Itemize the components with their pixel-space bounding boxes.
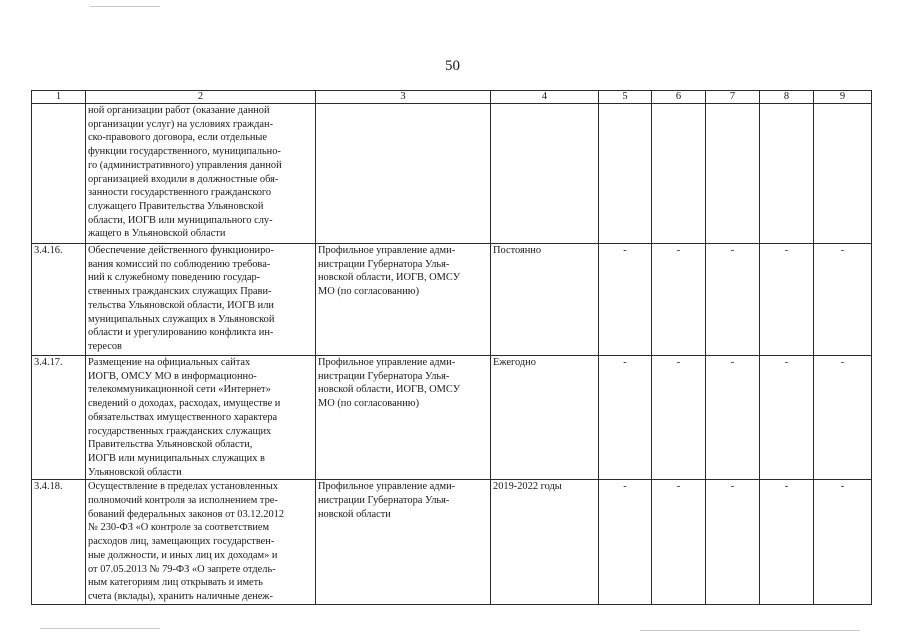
value-cell: - — [814, 356, 872, 480]
executor-text: Профильное управление адми- нистрации Губернатора Улья- новской области — [318, 481, 456, 520]
column-header: 6 — [652, 91, 706, 104]
column-header: 1 — [32, 91, 86, 104]
value-cell: - — [599, 480, 652, 605]
value-cell: - — [760, 480, 814, 605]
value-cell — [706, 104, 760, 244]
table-row — [32, 104, 872, 244]
term-text: Ежегодно — [493, 357, 536, 368]
table-header-row — [32, 91, 872, 104]
executor-text: Профильное управление адми- нистрации Губернатора Улья- новской области, ИОГВ, ОМСУ МО (по согласованию) — [318, 245, 461, 298]
column-header: 9 — [814, 91, 872, 104]
value-cell — [652, 104, 706, 244]
term-text: 2019-2022 годы — [493, 481, 562, 493]
value-cell — [760, 104, 814, 244]
column-header: 5 — [599, 91, 652, 104]
term-cell — [491, 104, 599, 244]
column-header: 8 — [760, 91, 814, 104]
scan-artifact — [640, 630, 860, 631]
executor-cell — [316, 244, 491, 356]
measure-text-cell — [86, 244, 316, 356]
measure-text: Осуществление в пределах установленных полномочий контроля за исполнением тре- бований федеральных законов от 03.12.2012 № 230-ФЗ «О контроле за соответствием расходов лиц, замещающих государствен- ные должности, и иных лиц их доходам» и от 07.05.2013 № 79-ФЗ «О запрете отдель- ным категориям лиц открывать и иметь счета (вклады), хранить наличные денеж- — [88, 481, 285, 602]
measure-text-cell — [86, 480, 316, 605]
value-cell — [599, 104, 652, 244]
plan-table — [31, 90, 872, 605]
value-cell: - — [814, 480, 872, 605]
item-number: 3.4.16. — [32, 244, 86, 356]
value-cell: - — [706, 480, 760, 605]
value-cell: - — [706, 244, 760, 356]
column-header: 3 — [316, 91, 491, 104]
executor-cell — [316, 480, 491, 605]
value-cell: - — [760, 356, 814, 480]
value-cell: - — [652, 244, 706, 356]
term-cell — [491, 356, 599, 480]
value-cell: - — [760, 244, 814, 356]
executor-cell — [316, 104, 491, 244]
column-header: 7 — [706, 91, 760, 104]
term-text: Постоянно — [493, 245, 542, 256]
item-number: 3.4.17. — [32, 356, 86, 480]
scan-artifact — [40, 628, 160, 629]
measure-text: Обеспечение действенного функциониро- вания комиссий по соблюдению требова- ний к служебному поведению государ- ственных гражданских служащих Прави- тельства Ульяновской области, ИОГВ или муниципальных служащих в Ульяновской области и урегулированию конфликта ин- тересов — [88, 245, 275, 352]
measure-text-cell — [86, 356, 316, 480]
measure-text-cell — [86, 104, 316, 244]
column-header: 2 — [86, 91, 316, 104]
value-cell: - — [652, 356, 706, 480]
executor-cell — [316, 356, 491, 480]
page-number: 50 — [445, 58, 460, 74]
table-row — [32, 480, 872, 605]
item-number: 3.4.18. — [32, 480, 86, 605]
item-number — [32, 104, 86, 244]
term-cell — [491, 244, 599, 356]
value-cell: - — [599, 356, 652, 480]
column-header: 4 — [491, 91, 599, 104]
value-cell — [814, 104, 872, 244]
measure-text: Размещение на официальных сайтах ИОГВ, ОМСУ МО в информационно- телекоммуникационной сети «Интернет» сведений о доходах, расходах, имуществе и обязательствах имущественного характера государственных гражданских служащих Правительства Ульяновской области, ИОГВ или муниципальных служащих в Ульяновской области — [88, 357, 281, 478]
table-row — [32, 244, 872, 356]
measure-text: ной организации работ (оказание данной организации услуг) на условиях граждан- ско-правового договора, если отдельные функции государственного, муниципально- го (административного) управления данной организацией входили в должностные обя- занности государственного гражданского служащего Правительства Ульяновской области, ИОГВ или муниципального слу- жащего в Ульяновской области — [88, 105, 282, 240]
term-cell — [491, 480, 599, 605]
value-cell: - — [706, 356, 760, 480]
value-cell: - — [599, 244, 652, 356]
executor-text: Профильное управление адми- нистрации Губернатора Улья- новской области, ИОГВ, ОМСУ МО (по согласованию) — [318, 357, 461, 410]
value-cell: - — [814, 244, 872, 356]
value-cell: - — [652, 480, 706, 605]
table-row — [32, 356, 872, 480]
scan-artifact — [90, 6, 160, 7]
